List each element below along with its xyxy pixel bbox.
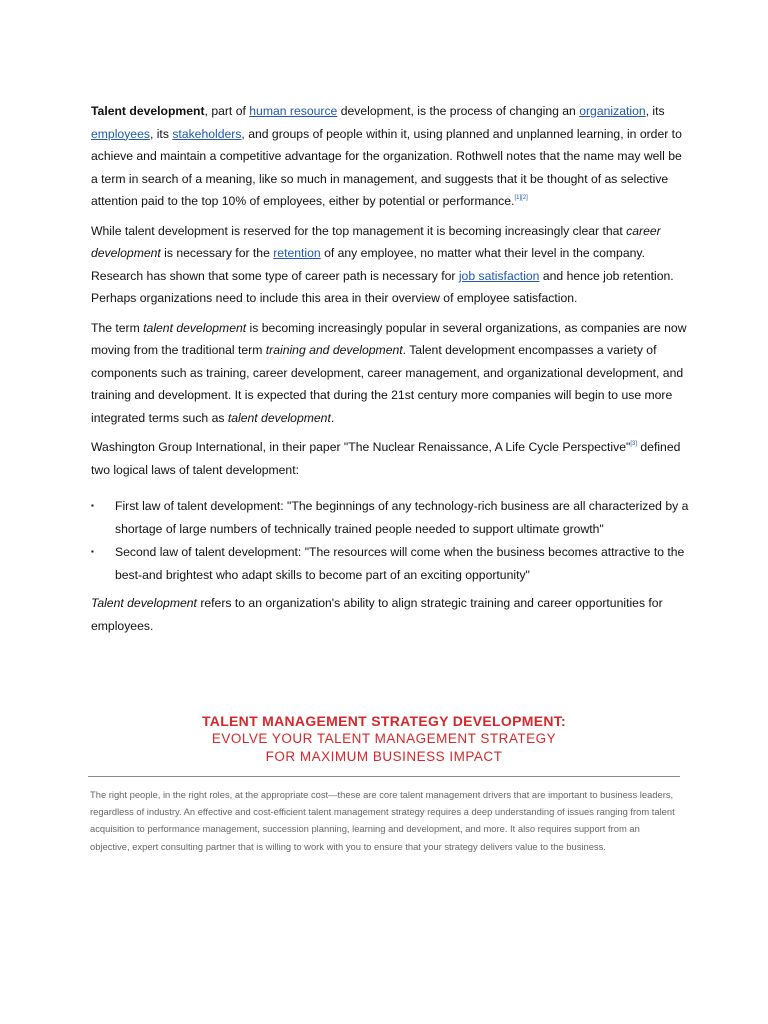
link-stakeholders[interactable]: stakeholders xyxy=(172,126,242,141)
article-body xyxy=(91,100,691,644)
promo-body-text: The right people, in the right roles, at the appropriate cost—these are core talent management drivers that are important to business leaders, regardless of industry. An effective and cost-efficient talent management strategy requires a deep understanding of issues ranging from talent acquisition to performance management, succession planning, learning and development, and more. It also requires support from an objective, expert consulting partner that is willing to work with you to ensure that your strategy delivers value to the business. xyxy=(90,789,675,852)
laws-list xyxy=(91,495,691,586)
link-human-resource[interactable]: human resource xyxy=(249,104,338,118)
paragraph-washington-group: Washington Group International, in their paper "The Nuclear Renaissance, A Life Cycle Perspective"[3] defined two logical laws of talent development: xyxy=(91,440,681,477)
bullet-icon: ▪ xyxy=(91,547,94,556)
term-talent-development: Talent development xyxy=(91,104,205,118)
link-retention[interactable]: retention xyxy=(273,246,321,260)
list-item-second-law: ▪ Second law of talent development: "The resources will come when the business becomes attractive to the best-and brightest who adapt skills to become part of an exciting opportunity" xyxy=(91,541,691,586)
citation-3[interactable]: [3] xyxy=(630,441,637,447)
bullet-icon: ▪ xyxy=(91,501,94,510)
promo-heading xyxy=(0,712,768,766)
list-item-first-law: ▪ First law of talent development: "The beginnings of any technology-rich business are all characterized by a shortage of large numbers of technically trained people needed to support ultimate growth" xyxy=(91,495,691,540)
citation-1-2[interactable]: [1][2] xyxy=(514,195,528,201)
paragraph-career-development: While talent development is reserved for the top management it is becoming increasingly clear that career development is necessary for the retention of any employee, no matter what their level in the company. Research has shown that some type of career path is necessary for job satisfaction and hence job retention. Perhaps organizations need to include this area in their overview of employee satisfaction. xyxy=(91,223,674,305)
promo-heading-line2: EVOLVE YOUR TALENT MANAGEMENT STRATEGY xyxy=(211,731,557,746)
link-job-satisfaction[interactable]: job satisfaction xyxy=(458,268,540,283)
paragraph-term-popularity: The term talent development is becoming increasingly popular in several organizations, as companies are now moving from the traditional term training and development. Talent development encompasses a variety of components such as training, career development, career management, and organizational development, and training and development. It is expected that during the 21st century more companies will begin to use more integrated terms such as talent development. xyxy=(91,320,687,425)
paragraph-intro: Talent development, part of human resource development, is the process of changing an organization, its employees, its stakeholders, and groups of people within it, using planned and unplanned learning, in order to achieve and maintain a competitive advantage for the organization. Rothwell notes that the name may well be a term in search of a meaning, like so much in management, and suggests that it be thought of as selective attention paid to the top 10% of employees, either by potential or performance.[1][2] xyxy=(91,104,682,208)
link-organization[interactable]: organization xyxy=(579,104,646,118)
paragraph-definition: Talent development refers to an organization's ability to align strategic training and career opportunities for employees. xyxy=(91,596,663,633)
promo-heading-line1: TALENT MANAGEMENT STRATEGY DEVELOPMENT: xyxy=(201,713,567,729)
divider xyxy=(88,776,680,777)
link-employees[interactable]: employees xyxy=(91,126,150,141)
promo-heading-line3: FOR MAXIMUM BUSINESS IMPACT xyxy=(265,749,503,764)
